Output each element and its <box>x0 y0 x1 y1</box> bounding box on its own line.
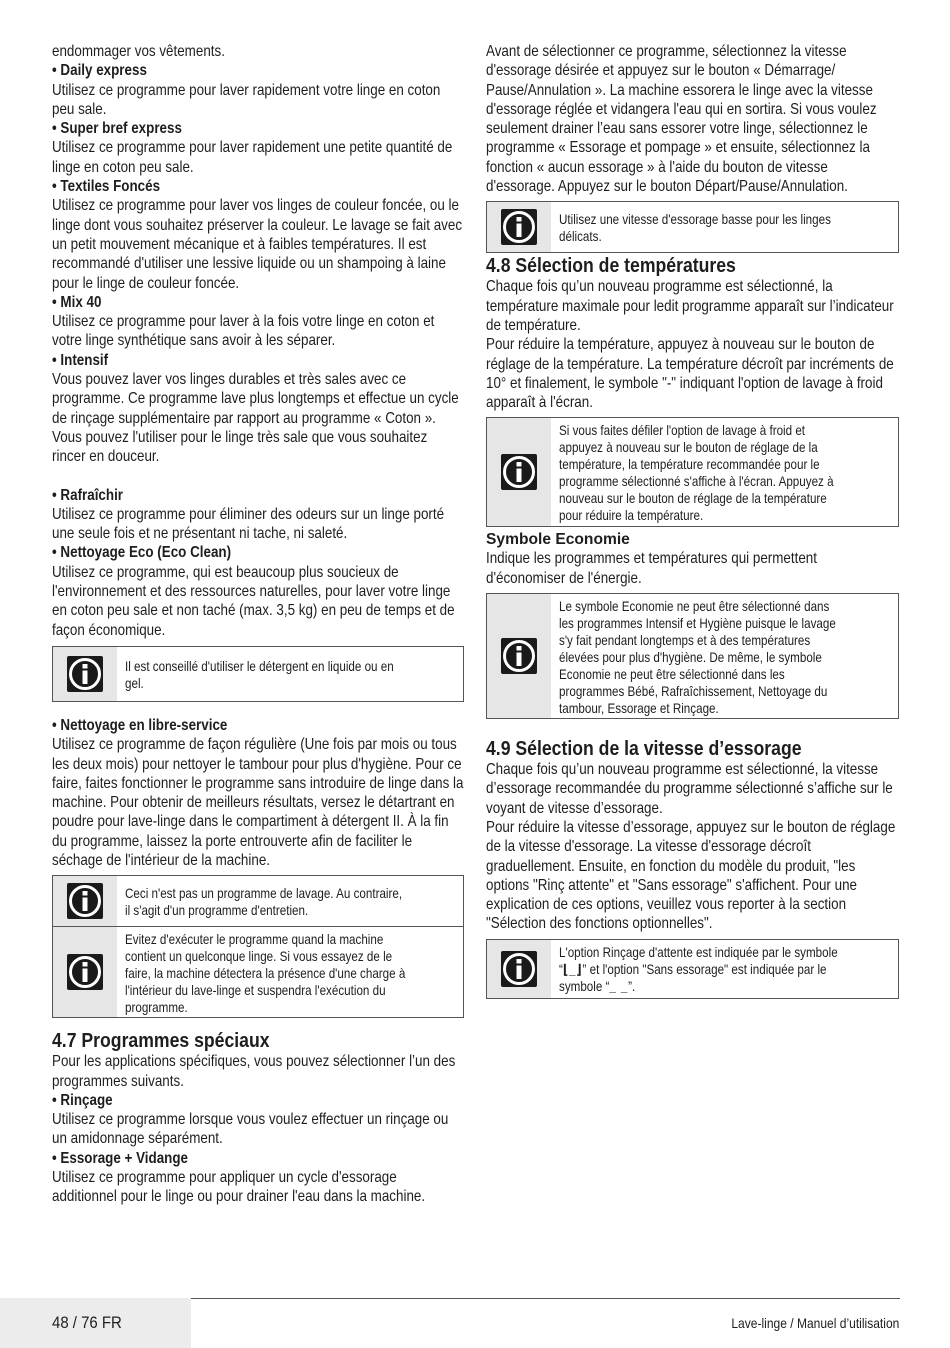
info-note <box>52 927 464 1018</box>
note-text: Ceci n'est pas un programme de lavage. Au contraire, il s'agit d'un programme d'entretien. <box>125 886 403 919</box>
section-heading-4-7: 4.7 Programmes spéciaux <box>52 1029 270 1053</box>
paragraph: Pour réduire la température, appuyez à nouveau sur le bouton de réglage de la température. La température décroît par incréments de 10° et finalement, le symbole "-" indiquant l'option de lavage à froid apparaît à l'écran. <box>486 336 894 412</box>
program-text-libre-service: Utilisez ce programme de façon régulière (Une fois par mois ou tous les deux mois) pour nettoyer le tambour pour plus d'hygiène. Pour ce faire, faites fonctionner le programme sans introduire de linge dans la machine. Pour obtenir de meilleurs résultats, versez le détartrant en poudre pour lave-linge dans le compartiment à détergent II. À la fin du programme, laissez la porte entrouverte afin de faciliter le séchage de l'intérieur de la machine. <box>52 736 464 869</box>
program-title-rafraichir: • Rafraîchir <box>52 486 124 504</box>
rinse-hold-symbol: ⌊_⌋ <box>562 962 583 978</box>
info-icon <box>53 927 117 1017</box>
paragraph: Chaque fois qu’un nouveau programme est sélectionné, la température maximale pour ledit programme apparaît sur l’indicateur de température. <box>486 278 894 334</box>
note-text: Utilisez une vitesse d'essorage basse pour les linges délicats. <box>559 212 831 245</box>
program-title-rincage: • Rinçage <box>52 1091 113 1109</box>
program-title-intensif: • Intensif <box>52 351 109 369</box>
info-note <box>52 646 464 702</box>
program-text-mix-40: Utilisez ce programme pour laver à la fois votre linge en coton et votre linge synthétique sans avoir à les séparer. <box>52 313 435 350</box>
section-heading-4-8: 4.8 Sélection de températures <box>486 254 736 278</box>
info-icon <box>487 594 551 718</box>
program-title-textiles-fonces: • Textiles Foncés <box>52 178 161 196</box>
paragraph: Pour les applications spécifiques, vous pouvez sélectionner l’un des programmes suivants. <box>52 1053 456 1090</box>
document-title: Lave-linge / Manuel d’utilisation <box>731 1315 899 1331</box>
program-title-mix-40: • Mix 40 <box>52 293 102 311</box>
section-heading-4-9: 4.9 Sélection de la vitesse d’essorage <box>486 737 802 761</box>
program-text-super-bref: Utilisez ce programme pour laver rapidement une petite quantité de linge en coton peu sale. <box>52 139 453 176</box>
info-icon <box>487 940 551 998</box>
right-column <box>486 42 899 999</box>
info-note <box>486 201 899 253</box>
program-text-essorage-vidange: Utilisez ce programme pour appliquer un cycle d'essorage additionnel pour le linge ou pour drainer l'eau dans la machine. <box>52 1169 426 1206</box>
footer-divider <box>191 1298 900 1299</box>
program-text-intensif: Vous pouvez laver vos linges durables et très sales avec ce programme. Ce programme lave plus longtemps et effectue un cycle de rinçage supplémentaire par rapport au programme « Coton ». Vous pouvez l'utiliser pour le linge très sale que vous souhaitez rincer en douceur. <box>52 371 459 466</box>
note-text: Le symbole Economie ne peut être sélectionné dans les programmes Intensif et Hygiène puisque le lavage s'y fait pendant longtemps et à des températures élevées pour plus d'hygiène. De même, le symbole Economie ne peut être sélectionné dans les programmes Bébé, Rafraîchissement, Nettoyage du tambour, Essorage et Rinçage. <box>559 598 836 716</box>
note-text: L'option Rinçage d'attente est indiquée par le symbole “⌊_⌋” et l'option "Sans essorage" est indiquée par le symbole “_ _”. <box>559 945 838 995</box>
info-icon <box>53 876 117 926</box>
no-spin-symbol: _ _ <box>609 979 629 995</box>
info-note <box>52 875 464 927</box>
program-text-textiles-fonces: Utilisez ce programme pour laver vos linges de couleur foncée, ou le linge dont vous souhaitez préserver la couleur. Le lavage se fait avec un petit mouvement mécanique et à faibles températures. Il est recommandé d'utiliser une lessive liquide ou un shampoing à laine pour le linge de couleur foncée. <box>52 197 463 292</box>
info-note <box>486 593 899 719</box>
program-title-libre-service: • Nettoyage en libre-service <box>52 716 228 734</box>
info-icon <box>487 418 551 526</box>
paragraph: Indique les programmes et températures qui permettent d'économiser de l'énergie. <box>486 550 817 587</box>
paragraph: Pour réduire la vitesse d’essorage, appuyez sur le bouton de réglage de la vitesse d'essorage. La vitesse d'essorage décroît graduellement. Ensuite, en fonction du modèle du produit, "les options "Rinç attente" et "Sans essorage" s'affichent. Pour une explication de ces options, veuillez vous reporter à la section "Sélection des fonctions optionnelles". <box>486 818 896 933</box>
program-title-eco-clean: • Nettoyage Eco (Eco Clean) <box>52 544 232 562</box>
left-column <box>52 42 464 1207</box>
program-text-rincage: Utilisez ce programme lorsque vous voulez effectuer un rinçage ou un amidonnage séparément. <box>52 1111 449 1148</box>
program-title-super-bref: • Super bref express <box>52 120 182 138</box>
program-text-eco-clean: Utilisez ce programme, qui est beaucoup plus soucieux de l'environnement et des ressources naturelles, pour laver votre linge en coton peu sale et non taché (max. 3,5 kg) en peu de temps et de façon économique. <box>52 563 455 639</box>
info-icon <box>53 647 117 701</box>
info-note <box>486 939 899 999</box>
info-note <box>486 417 899 527</box>
note-text: Evitez d'exécuter le programme quand la machine contient un quelconque linge. Si vous essayez de le faire, la machine détectera la présence d'une charge à l'intérieur du lave-linge et suspendra l'exécution du programme. <box>125 931 406 1015</box>
page-number: 48 / 76 FR <box>52 1313 122 1332</box>
paragraph: Avant de sélectionner ce programme, sélectionnez la vitesse d'essorage désirée et appuyez sur le bouton « Démarrage/ Pause/Annulation ». La machine essorera le linge avec la vitesse d'essorage réglée et vidangera l'eau qui en sortira. Si vous voulez seulement drainer l’eau sans essorer votre linge, sélectionnez le programme « Essorage et pompage » et ensuite, sélectionnez la fonction « aucun essorage » à l'aide du bouton de vitesse d'essorage. Appuyez sur le bouton Départ/Pause/Annulation. <box>486 43 877 196</box>
paragraph: Chaque fois qu’un nouveau programme est sélectionné, la vitesse d’essorage recommandée du programme sélectionné s’affiche sur le voyant de vitesse d’essorage. <box>486 761 893 817</box>
program-text-daily-express: Utilisez ce programme pour laver rapidement votre linge en coton peu sale. <box>52 81 441 118</box>
note-text: Si vous faites défiler l'option de lavage à froid et appuyez à nouveau sur le bouton de réglage de la température, la température recommandée pour le programme sélectionné s'affiche à l'écran. Appuyez à nouveau sur le bouton de réglage de la température pour réduire la température. <box>559 423 834 524</box>
program-title-daily-express: • Daily express <box>52 62 147 80</box>
program-title-essorage-vidange: • Essorage + Vidange <box>52 1149 189 1167</box>
note-text: Il est conseillé d'utiliser le détergent en liquide ou en gel. <box>125 658 394 691</box>
section-heading-symbole-economie: Symbole Economie <box>486 531 630 549</box>
paragraph: endommager vos vêtements. <box>52 43 225 60</box>
info-icon <box>487 202 551 252</box>
program-text-rafraichir: Utilisez ce programme pour éliminer des odeurs sur un linge porté une seule fois et ne présentant ni tache, ni saleté. <box>52 505 445 543</box>
